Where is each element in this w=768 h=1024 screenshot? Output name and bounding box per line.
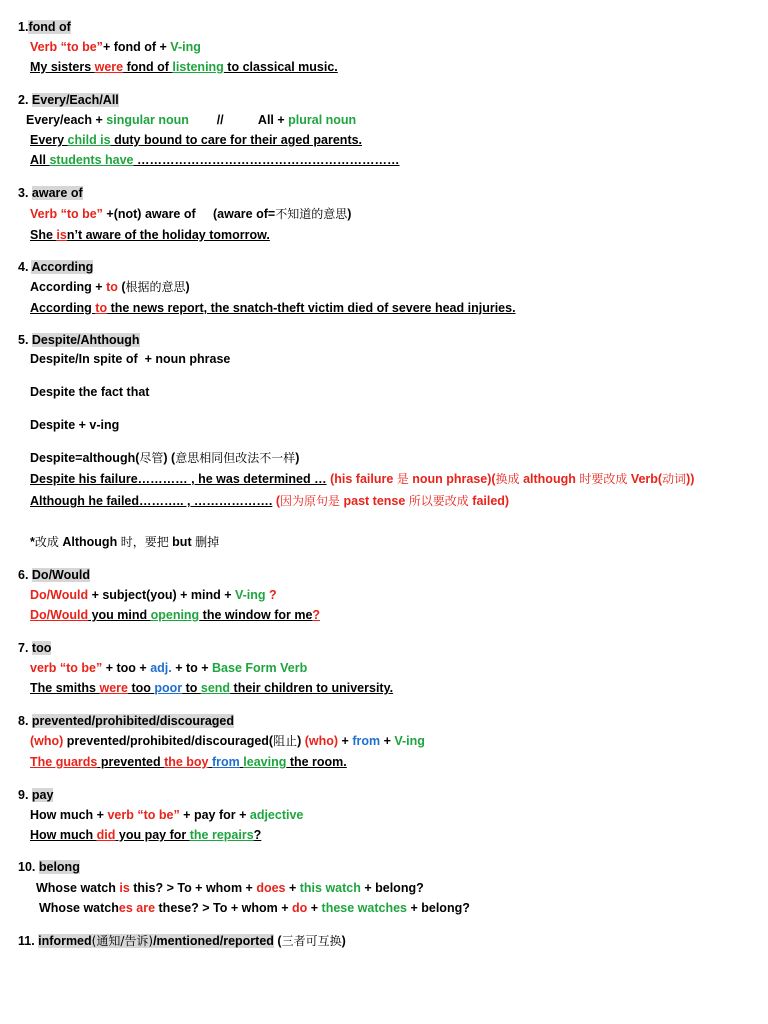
text-run: + belong? [360, 881, 424, 895]
text-run: verb “to be” [107, 808, 180, 822]
text-run: informed [38, 934, 92, 948]
text-run: + fond of + [102, 40, 171, 54]
text-run: 7. [18, 641, 32, 655]
rule-line [30, 39, 201, 55]
section-heading [18, 259, 93, 275]
text-run: + subject(you) + mind + [88, 588, 235, 602]
text-run: duty bound to care for their aged parents. [110, 133, 363, 147]
text-run: the room. [286, 755, 347, 769]
text-run: V-ing [170, 40, 201, 54]
text-run: Despite his failure………… , he was determined … [30, 472, 327, 486]
text-run: were [99, 681, 128, 695]
text-run: to classical music. [223, 60, 338, 74]
text-run: aware of [31, 186, 83, 200]
text-run: send [200, 681, 231, 695]
text-run: ? [312, 608, 321, 622]
text-run: /mentioned/reported [153, 934, 274, 948]
text-run: * [30, 535, 35, 549]
text-run: ) [347, 207, 352, 221]
text-run: According [30, 301, 96, 315]
text-run: singular noun [106, 113, 189, 127]
text-run: + [380, 734, 395, 748]
section-heading [18, 185, 83, 201]
text-run: the news report, the snatch-theft victim died of severe head injuries. [107, 301, 516, 315]
text-run: + pay for + [179, 808, 250, 822]
rule-line [30, 417, 119, 433]
text-run: you mind [88, 608, 151, 622]
text-run: ) [341, 934, 346, 948]
text-run: prevented/prohibited/discouraged( [63, 734, 274, 748]
text-run: 3. [18, 186, 32, 200]
text-run: 换成 [495, 472, 520, 486]
rule-line [26, 112, 356, 128]
text-run: is [119, 881, 130, 895]
text-run: She [30, 228, 57, 242]
section-heading [18, 713, 234, 729]
text-run: adj. [150, 661, 172, 675]
text-run: Do/Would [30, 608, 89, 622]
text-run: these watches [321, 901, 407, 915]
text-run: 1. [18, 20, 29, 34]
text-run: (his failure [326, 472, 397, 486]
text-run: Verb “to be” [30, 207, 103, 221]
example-sentence [30, 754, 347, 770]
text-run: students have [49, 153, 134, 167]
text-run: Do/Would [30, 588, 89, 602]
text-run: 因为原句是 [280, 494, 341, 508]
text-run: ) [295, 451, 300, 465]
text-run: (who) [304, 734, 339, 748]
rule-line [30, 351, 230, 367]
text-run: + to + [171, 661, 213, 675]
text-run: How much [30, 828, 97, 842]
text-run: too [127, 681, 155, 695]
text-run: did [96, 828, 116, 842]
text-run: Despite the fact that [30, 385, 150, 399]
text-run: the boy [164, 755, 209, 769]
example-sentence [30, 607, 320, 623]
text-run: 阻止 [273, 734, 298, 748]
rule-line [30, 206, 351, 222]
text-run: do [292, 901, 308, 915]
example-sentence [30, 493, 509, 509]
text-run: + [338, 734, 353, 748]
text-run: Although [58, 535, 121, 549]
section-heading [18, 92, 119, 108]
text-run: fond of [123, 60, 173, 74]
example-sentence [30, 227, 270, 243]
text-run: 动词 [662, 472, 687, 486]
rule-line [30, 279, 190, 295]
text-run: opening [150, 608, 200, 622]
text-run: pay [31, 788, 54, 802]
text-run: Despite/In spite of + noun phrase [30, 352, 231, 366]
text-run: but [168, 535, 196, 549]
text-run: ) [297, 734, 305, 748]
text-run: fond of [28, 20, 71, 34]
section-heading [18, 933, 346, 949]
text-run: 6. [18, 568, 32, 582]
text-run: Every/each + [26, 113, 107, 127]
text-run: the repairs [189, 828, 254, 842]
text-run: to [106, 280, 118, 294]
text-run: 删掉 [195, 535, 220, 549]
text-run: noun phrase)( [408, 472, 496, 486]
text-run: es [118, 901, 133, 915]
rule-line [30, 587, 277, 603]
example-sentence [30, 59, 338, 75]
text-run: 10. [18, 860, 39, 874]
text-run: too [31, 641, 52, 655]
text-run: child is [67, 133, 111, 147]
text-run: this watch [299, 881, 361, 895]
text-run: // All + [188, 113, 289, 127]
text-run: ) [185, 280, 190, 294]
text-run: 4. [18, 260, 32, 274]
text-run: prevented [97, 755, 165, 769]
text-run: All [30, 153, 50, 167]
text-run: this? > To + whom + [129, 881, 257, 895]
text-run: V-ing [235, 588, 266, 602]
text-run: ) ( [163, 451, 176, 465]
text-run: 11. [18, 934, 39, 948]
text-run: from [352, 734, 381, 748]
text-run: 2. [18, 93, 32, 107]
text-run: 时，要把 [120, 535, 169, 549]
text-run: The smiths [30, 681, 100, 695]
text-run: (通知/告诉) [91, 934, 154, 948]
rule-line [36, 880, 424, 896]
text-run: V-ing [394, 734, 425, 748]
section-heading [18, 787, 53, 803]
example-sentence [30, 471, 694, 487]
text-run: + [307, 901, 322, 915]
rule-line [30, 733, 425, 749]
text-run: ( [117, 280, 126, 294]
text-run: prevented/prohibited/discouraged [31, 714, 235, 728]
text-run: 所以要改成 [408, 494, 469, 508]
text-run: plural noun [288, 113, 357, 127]
text-run: ? [253, 828, 262, 842]
text-run: listening [172, 60, 224, 74]
text-run: to [95, 301, 108, 315]
text-run: from [212, 755, 240, 769]
text-run: the window for me [199, 608, 313, 622]
text-run: leaving [243, 755, 287, 769]
text-run: ? [265, 588, 277, 602]
text-run: 改成 [34, 535, 59, 549]
text-run: The guards [30, 755, 98, 769]
text-run: you pay for [115, 828, 190, 842]
text-run: Whose watch [39, 901, 119, 915]
rule-line [30, 450, 299, 466]
text-run: is [56, 228, 67, 242]
text-run: Despite + v-ing [30, 418, 120, 432]
note-line [30, 534, 219, 550]
example-sentence [30, 827, 261, 843]
example-sentence [30, 300, 516, 316]
text-run: 三者可互换 [281, 934, 342, 948]
text-run: Whose watch [36, 881, 120, 895]
text-run: 根据的意思 [125, 280, 186, 294]
example-sentence [30, 132, 362, 148]
text-run: past tense [340, 494, 409, 508]
section-heading [18, 332, 140, 348]
text-run: 尽管 [139, 451, 164, 465]
example-sentence [30, 680, 393, 696]
text-run: Verb “to be” [30, 40, 103, 54]
example-sentence [30, 152, 400, 168]
text-run: were [94, 60, 124, 74]
text-run: Every [30, 133, 68, 147]
text-run: 是 [396, 472, 409, 486]
text-run: ( [273, 934, 282, 948]
text-run: According + [30, 280, 107, 294]
text-run: Every/Each/All [31, 93, 119, 107]
section-heading [18, 859, 80, 875]
text-run: verb “to be” [30, 661, 103, 675]
text-run: failed) [468, 494, 510, 508]
text-run: poor [154, 681, 183, 695]
section-heading [18, 567, 90, 583]
text-run: 9. [18, 788, 32, 802]
text-run: )) [686, 472, 695, 486]
text-run: their children to university. [230, 681, 394, 695]
text-run: Verb( [627, 472, 663, 486]
text-run: to [182, 681, 201, 695]
text-run: + belong? [407, 901, 470, 915]
section-heading [18, 19, 71, 35]
text-run: n’t aware of the holiday tomorrow. [66, 228, 270, 242]
text-run: Despite/Ahthough [31, 333, 140, 347]
text-run: My sisters [30, 60, 95, 74]
text-run: 5. [18, 333, 32, 347]
text-run: although [519, 472, 580, 486]
text-run: Do/Would [31, 568, 90, 582]
text-run: are [136, 901, 156, 915]
text-run: 8. [18, 714, 32, 728]
text-run: + too + [102, 661, 151, 675]
rule-line [30, 384, 149, 400]
text-run: +(not) aware of (aware of= [102, 207, 276, 221]
text-run: these? > To + whom + [155, 901, 292, 915]
text-run: Base Form Verb [212, 661, 308, 675]
text-run: 时要改成 [579, 472, 628, 486]
rule-line [39, 900, 470, 916]
text-run: Although he failed……….. , ………………. [30, 494, 273, 508]
text-run: 意思相同但改法不一样 [175, 451, 296, 465]
rule-line [30, 807, 303, 823]
text-run: According [31, 260, 94, 274]
text-run: + [285, 881, 300, 895]
text-run: belong [38, 860, 80, 874]
text-run: does [256, 881, 286, 895]
text-run: How much + [30, 808, 108, 822]
rule-line [30, 660, 307, 676]
text-run: Despite=although( [30, 451, 140, 465]
text-run: 不知道的意思 [275, 207, 348, 221]
text-run: ( [272, 494, 280, 508]
text-run: (who) [30, 734, 64, 748]
text-run: adjective [249, 808, 304, 822]
section-heading [18, 640, 51, 656]
text-run: ……………………………………………………… [133, 153, 400, 167]
